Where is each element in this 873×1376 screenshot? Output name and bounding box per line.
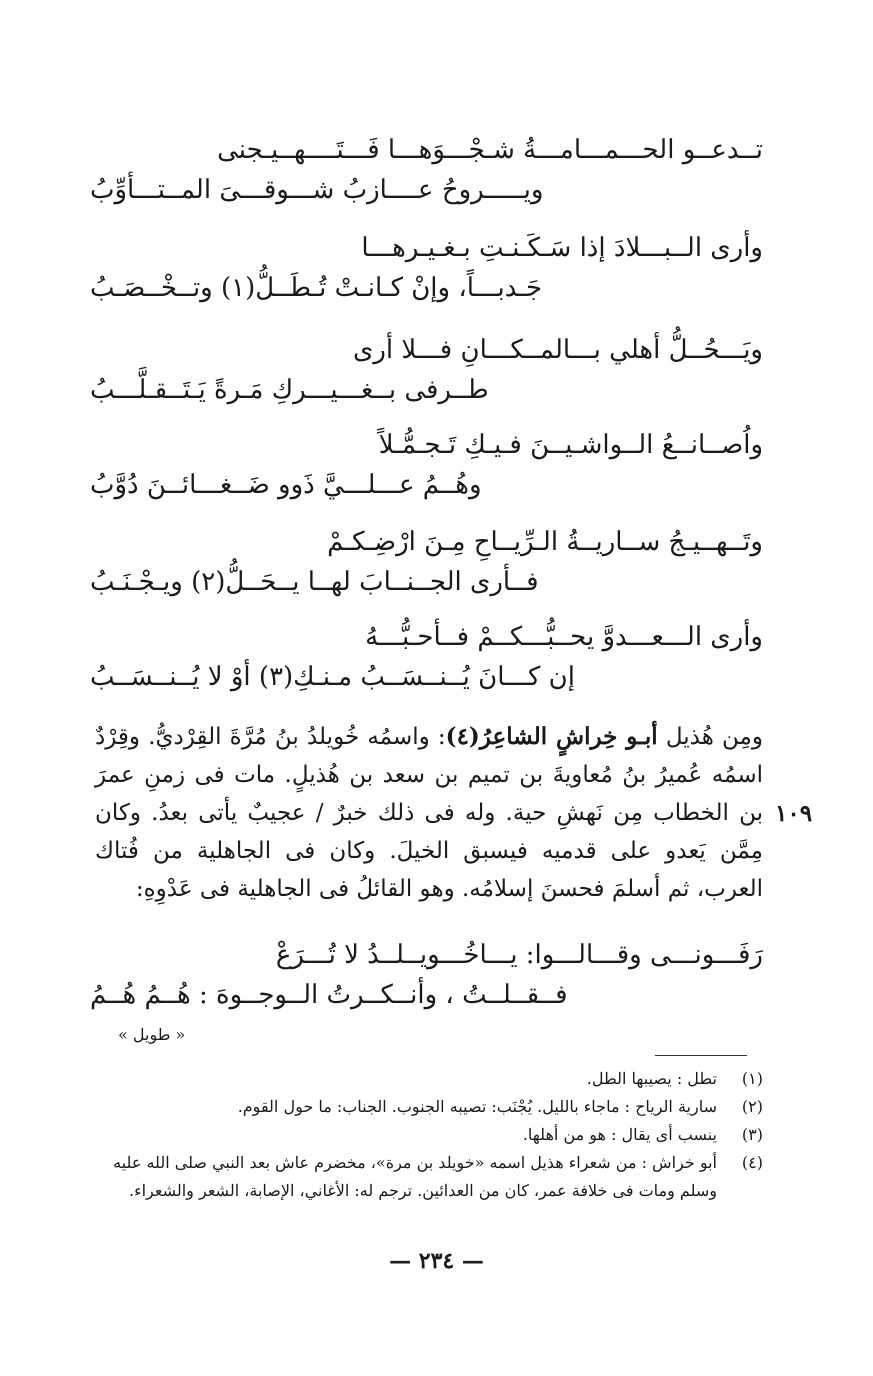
meter-label: « طويل » xyxy=(118,1025,186,1044)
verse-hemistich-2: جَـدبـــاً، وإنْ كـانـتْ تُـطَــلُّ(١) وتــخْــصَـبُ xyxy=(90,273,543,303)
verse-hemistich-2: إن كـــانَ يُــنــسَــبُ مـنـكِ(٣) أوْ لا يُــنــسَــبُ xyxy=(90,662,575,692)
footnote-number: (٢) xyxy=(741,1097,763,1116)
verse-hemistich-2: فــقــلــتُ ، وأنــكــرتُ الــوجــوهَ : هُــمُ هُــمُ xyxy=(90,980,568,1010)
verse-5 xyxy=(90,522,763,602)
verse-2 xyxy=(90,228,763,308)
verse-6 xyxy=(90,617,763,697)
final-verse xyxy=(90,935,763,1015)
verse-hemistich-1: وتَــهــيـجُ ســاريــةُ الـرِّيــاحِ مِـنَ ارْضِـكـمْ xyxy=(327,527,763,557)
verse-hemistich-1: وأرى الــبـــلادَ إذا سَـكَـنـتِ بـغـيـرهـــا xyxy=(361,233,763,263)
footnote xyxy=(95,1149,763,1205)
footnote xyxy=(95,1065,763,1093)
footnote-text: تطل : يصيبها الطل. xyxy=(586,1069,717,1088)
verse-hemistich-1: تــدعــو الحـــمـــامـــةُ شـجْـــوَهـــا فَـــتَــــهــيـجنى xyxy=(217,135,763,165)
verse-hemistich-1: واُصــانــعُ الــواشـيــنَ فـيـكِ تَـجـمُّـلاً xyxy=(378,430,763,460)
verse-hemistich-2: وهُــمُ عـــلـــيَّ ذَوو ضَــغـــائــنَ دُوَّبُ xyxy=(90,470,482,500)
footnote-divider xyxy=(655,1055,747,1056)
verse-hemistich-2: فــأرى الجــنــابَ لهــا يــحَــلُّ(٢) ويـجْـنَـبُ xyxy=(90,567,539,597)
prose-paragraph xyxy=(95,718,763,908)
page-number: — ٢٣٤ — xyxy=(389,1248,484,1274)
verse-3 xyxy=(90,330,763,410)
verse-hemistich-2: ويـــــروحُ عــــازبُ شـــوقـــىَ المــتـــأوِّبُ xyxy=(90,175,544,205)
footnote-number: (١) xyxy=(741,1069,763,1088)
footnote-number: (٤) xyxy=(741,1153,763,1172)
footnote-text: أبو خراش : من شعراء هذيل اسمه «خويلد بن مرة»، مخضرم عاش بعد النبي صلى الله عليه وسلم ومات فى خلافة عمر، كان من العدائين. ترجم له: الأغاني، الإصابة، الشعر والشعراء. xyxy=(113,1153,717,1200)
footnote-text: ينسب أى يقال : هو من أهلها. xyxy=(522,1125,717,1144)
footnote xyxy=(95,1093,763,1121)
verse-hemistich-1: وأرى الـــعـــدوَّ يحــبُّـــكــمْ فــأحـبُّـــهُ xyxy=(365,622,763,652)
poet-name: أبـو خِراشٍ الشاعِرُ(٤) xyxy=(445,723,658,750)
footnote-text: سارية الرياح : ماجاء بالليل. يُجْنَب: تصيبه الجنوب. الجناب: ما حول القوم. xyxy=(237,1097,717,1116)
verse-1 xyxy=(90,130,763,210)
verse-hemistich-1: ويَـــحُــلُّ أهلي بـــالمــكـــانِ فـــلا أرى xyxy=(353,335,763,365)
footnote-number: (٣) xyxy=(741,1125,763,1144)
prose-body: : واسمُه خُويلدُ بنُ مُرَّةَ القِرْديُّ. وقِرْدٌ اسمُه عُميرُ بنُ مُعاويةَ بن تميم بن سعد بن هُذيلٍ. مات فى زمنِ عمرَ بن الخطاب مِن نَهشِ حية. وله فى ذلك خبرٌ / عجيبٌ يأتى بعدُ. وكان مِمَّن يَعدو على قدميه فيسبق الخيلَ. وكان فى الجاهلية من فُتاك العرب، ثم أسلمَ فحسنَ إسلامُه. وهو القائلُ فى الجاهلية فى عَدْوِهِ: xyxy=(95,724,763,902)
marginal-page-number: ١٠٩ xyxy=(775,800,813,827)
verse-4 xyxy=(90,425,763,505)
prose-intro: ومِن هُذيل xyxy=(657,724,763,750)
verse-hemistich-2: طــرفى بــغـــيـــركِ مَـرةً يَـتَــقـلَّـــبُ xyxy=(90,375,489,405)
footnotes xyxy=(95,1065,763,1205)
footnote xyxy=(95,1121,763,1149)
verse-hemistich-1: رَفَـــونـــى وقـــالـــوا: يـــاخُـــويــلــدُ لا تُـــرَعْ xyxy=(275,940,763,970)
